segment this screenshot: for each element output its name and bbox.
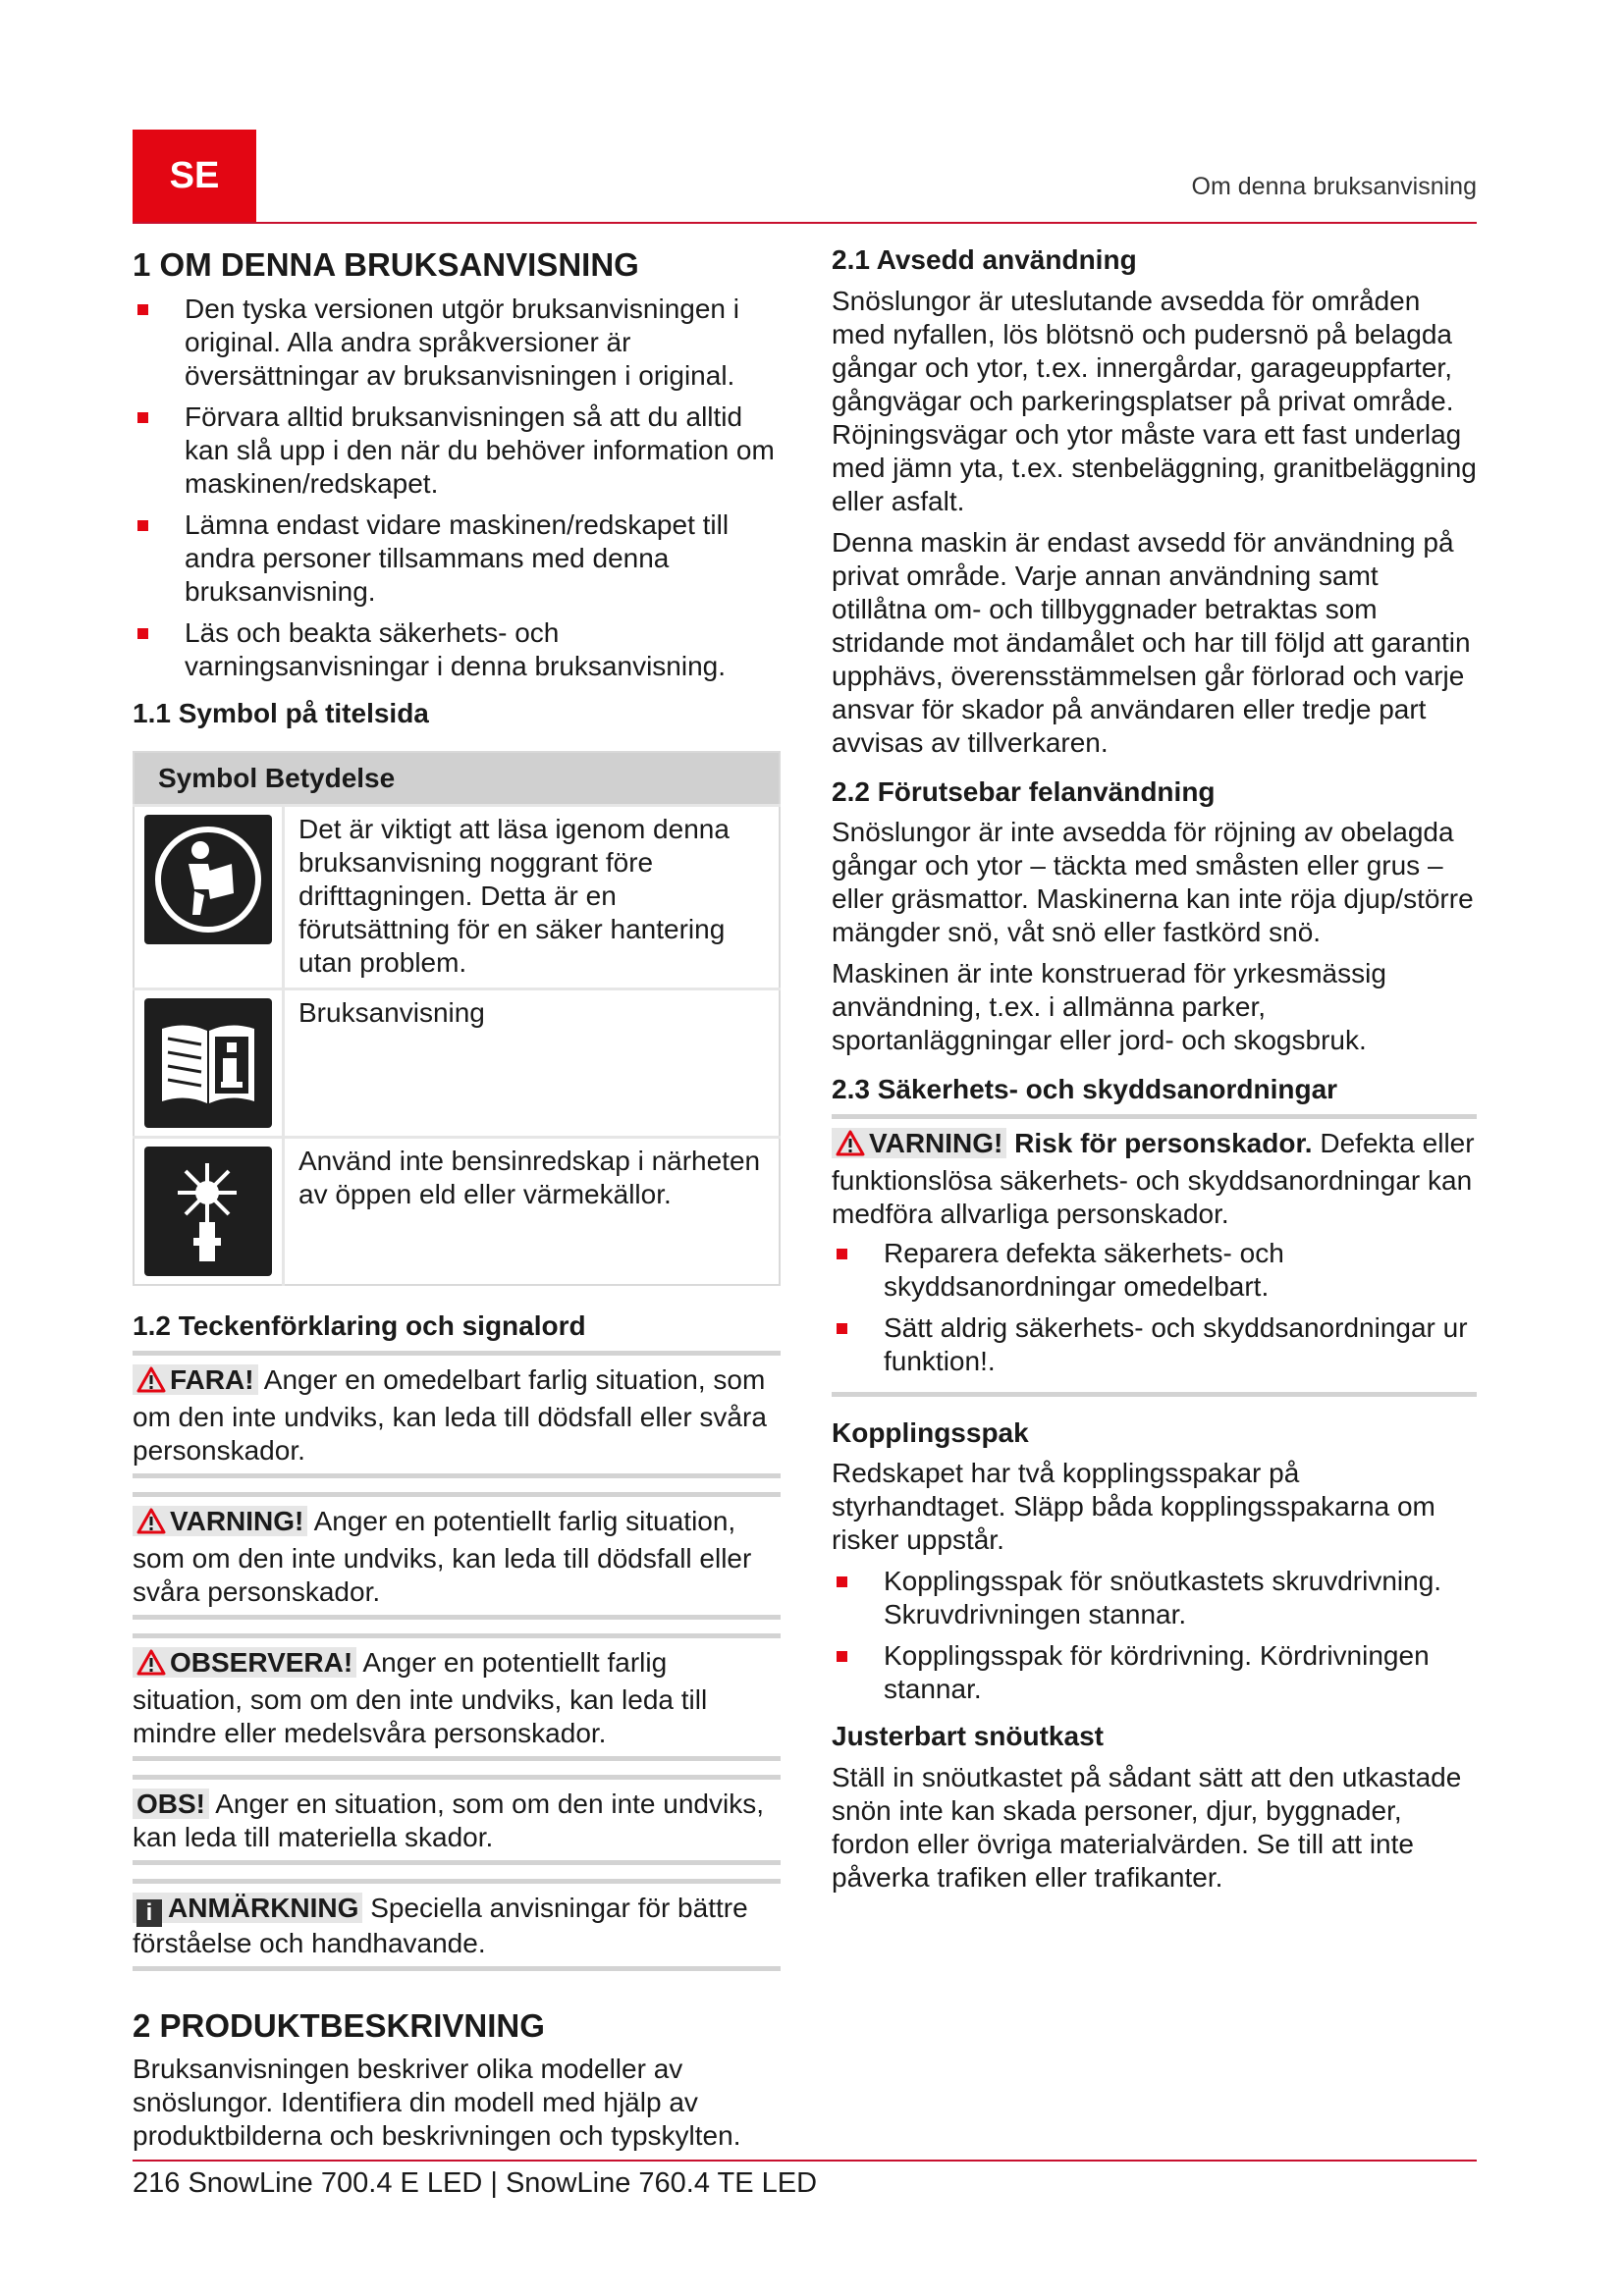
paragraph: Maskinen är inte konstruerad för yrkesmässig användning, t.ex. i allmänna parker, sportanläggningar eller jord- och skogsbruk. xyxy=(832,958,1386,1056)
notice-label: OBS! xyxy=(133,1789,209,1819)
paragraph: Snöslungor är uteslutande avsedda för områden med nyfallen, lös blötsnö och pudersnö på belagda gångar och ytor, t.ex. innergårdar, garageuppfarter, gångvägar och parkeringsplatser på privat område. Röjningsvägar och ytor måste vara ett fast underlag med jämn yta, t.ex. stenbeläggning, granitbeläggning eller asfalt. xyxy=(832,285,1477,516)
manual-info-icon xyxy=(144,998,272,1128)
subsection-heading: Kopplingsspak xyxy=(832,1416,1029,1448)
header-divider xyxy=(133,222,1477,224)
warning-triangle-icon xyxy=(136,1366,166,1401)
list-item: Reparera defekta säkerhets- och skyddsanordningar omedelbart. xyxy=(832,1237,1477,1304)
notice-text: Speciella anvisningar för bättre förståelse och handhavande. xyxy=(133,1892,748,1958)
paragraph: Ställ in snöutkastet på sådant sätt att den utkastade snön inte kan skada personer, djur, byggnader, fordon eller övriga materialvärden. Se till att inte påverka trafiken eller trafikanter. xyxy=(832,1761,1462,1893)
bullet-list xyxy=(133,293,781,683)
notice-text: Defekta eller funktionslösa säkerhets- och skyddsanordningar kan medföra allvarliga personskador. xyxy=(832,1127,1475,1229)
safety-warning-notice xyxy=(832,1114,1477,1397)
right-column xyxy=(832,243,1477,1902)
bullet-list xyxy=(832,1565,1477,1706)
notice-text: Anger en potentiellt farlig situation, som om den inte undviks, kan leda till mindre eller medelsvåra personskador. xyxy=(133,1646,708,1748)
notice-label: VARNING! xyxy=(170,1505,304,1536)
notice-label: ANMÄRKNING xyxy=(168,1892,359,1923)
notice-label: FARA! xyxy=(170,1363,254,1395)
warning-triangle-icon xyxy=(836,1130,865,1164)
list-item: Förvara alltid bruksanvisningen så att du alltid kan slå upp i den när du behöver information om maskinen/redskapet. xyxy=(133,400,781,501)
obs-notice xyxy=(133,1775,781,1865)
list-item: Lämna endast vidare maskinen/redskapet till andra personer tillsammans med denna bruksanvisning. xyxy=(133,508,781,609)
table-cell: Bruksanvisning xyxy=(284,989,781,1138)
notice-text: Anger en omedelbart farlig situation, som om den inte undviks, kan leda till dödsfall eller svåra personskador. xyxy=(133,1363,767,1466)
info-icon: i xyxy=(136,1899,162,1927)
paragraph: Redskapet har två kopplingsspakar på styrhandtaget. Släpp båda kopplingsspakarna om risker uppstår. xyxy=(832,1458,1435,1556)
notice-bold-text: Risk för personskador. xyxy=(1006,1127,1313,1158)
table-cell: Det är viktigt att läsa igenom denna bruksanvisning noggrant före drifttagningen. Detta är en förutsättning för en säker hantering utan problem. xyxy=(284,806,781,989)
read-manual-icon xyxy=(144,815,272,944)
table-row xyxy=(134,1138,780,1286)
subsection-heading: 1.2 Teckenförklaring och signalord xyxy=(133,1310,586,1342)
notice-text: Anger en potentiellt farlig situation, som om den inte undviks, kan leda till dödsfall eller svåra personskador. xyxy=(133,1505,752,1607)
subsection-heading: 2.3 Säkerhets- och skyddsanordningar xyxy=(832,1074,1338,1105)
subsection-heading: 2.1 Avsedd användning xyxy=(832,244,1137,275)
table-row xyxy=(134,806,780,989)
list-item: Läs och beakta säkerhets- och varningsanvisningar i denna bruksanvisning. xyxy=(133,616,781,683)
footer-divider xyxy=(133,2160,1477,2162)
notice-text: Anger en situation, som om den inte undviks, kan leda till materiella skador. xyxy=(133,1788,764,1852)
warning-triangle-icon xyxy=(136,1508,166,1542)
symbol-table xyxy=(133,751,781,1286)
paragraph: Denna maskin är endast avsedd för användning på privat område. Varje annan användning samt otillåtna om- och tillbyggnader betraktas som stridande mot ändamålet och har till följd att garantin upphävs, överensstämmelsen går förlorad och varje ansvar för skador på användaren eller tredje part avvisas av tillverkaren. xyxy=(832,526,1471,758)
list-item: Kopplingsspak för snöutkastets skruvdrivning. Skruvdrivningen stannar. xyxy=(832,1565,1477,1631)
caution-notice xyxy=(133,1633,781,1761)
left-column xyxy=(133,243,781,2161)
notice-label: VARNING! xyxy=(869,1127,1003,1158)
language-tab: SE xyxy=(133,130,256,222)
list-item: Den tyska versionen utgör bruksanvisningen i original. Alla andra språkversioner är översättningar av bruksanvisningen i original. xyxy=(133,293,781,393)
no-flame-icon xyxy=(144,1147,272,1276)
list-item: Kopplingsspak för kördrivning. Kördrivningen stannar. xyxy=(832,1639,1477,1706)
page-footer: 216 SnowLine 700.4 E LED | SnowLine 760.4 TE LED xyxy=(133,2167,818,2199)
subsection-heading: 2.2 Förutsebar felanvändning xyxy=(832,775,1216,807)
list-item: Sätt aldrig säkerhets- och skyddsanordningar ur funktion!. xyxy=(832,1311,1477,1378)
warning-triangle-icon xyxy=(136,1649,166,1683)
section-heading: 2 PRODUKTBESKRIVNING xyxy=(133,2006,545,2044)
warning-notice xyxy=(133,1492,781,1620)
subsection-heading: Justerbart snöutkast xyxy=(832,1721,1104,1752)
table-header: Symbol Betydelse xyxy=(134,752,780,806)
subsection-heading: 1.1 Symbol på titelsida xyxy=(133,697,429,728)
paragraph: Bruksanvisningen beskriver olika modeller av snöslungor. Identifiera din modell med hjälp av produktbilderna och beskrivningen och typskylten. xyxy=(133,2054,741,2152)
danger-notice xyxy=(133,1351,781,1478)
remark-notice xyxy=(133,1879,781,1971)
paragraph: Snöslungor är inte avsedda för röjning av obelagda gångar och ytor – täckta med småsten eller grus – eller gräsmattor. Maskinerna kan inte röja djup/större mängder snö, våt snö eller fastkörd snö. xyxy=(832,817,1474,948)
notice-label: OBSERVERA! xyxy=(170,1646,353,1678)
table-cell: Använd inte bensinredskap i närheten av öppen eld eller värmekällor. xyxy=(284,1138,781,1286)
page-header-title: Om denna bruksanvisning xyxy=(1191,173,1477,200)
section-heading: 1 OM DENNA BRUKSANVISNING xyxy=(133,246,639,283)
table-row xyxy=(134,989,780,1138)
